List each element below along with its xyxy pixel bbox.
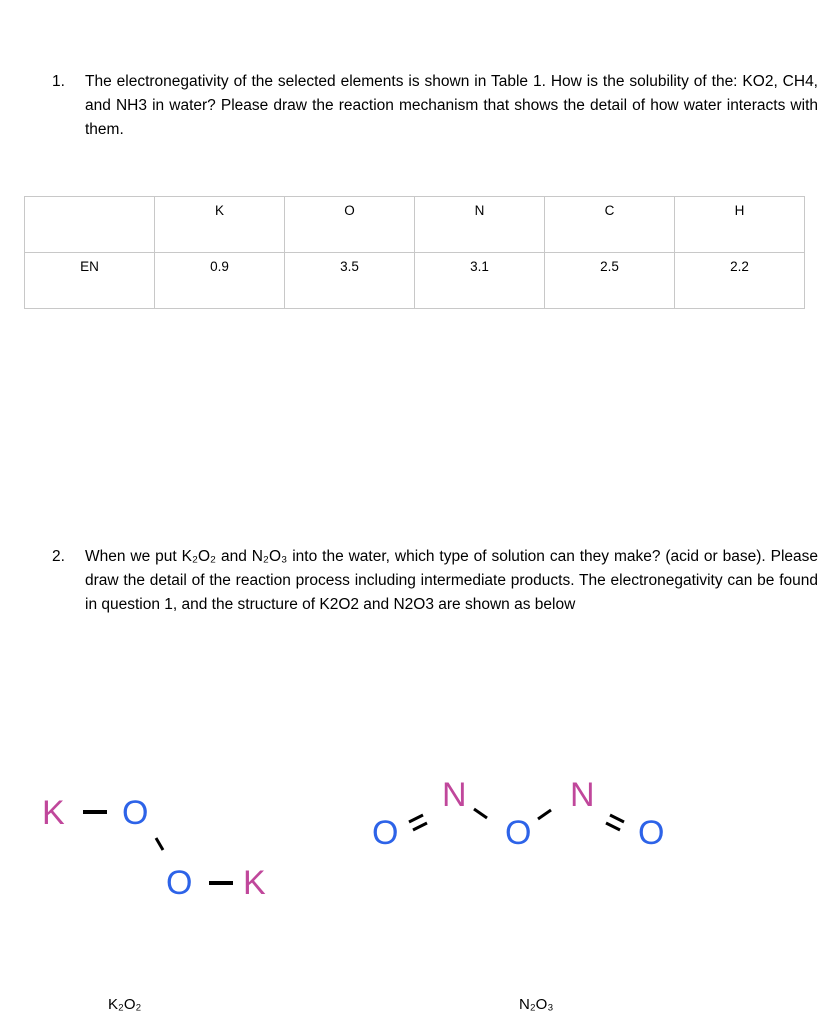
k2o2-structure: [42, 794, 266, 902]
table-row: [25, 253, 805, 309]
table-cell: 2.5: [545, 253, 675, 309]
n2o3-structure: [372, 776, 664, 852]
question-1-number: 1.: [52, 73, 65, 90]
n2o3-caption: N₂O₃: [519, 996, 554, 1013]
n2o3-double-bond-1a: [409, 815, 423, 822]
k2o2-caption: K₂O₂: [108, 996, 142, 1013]
n2o3-atom-n-1: N: [442, 776, 467, 814]
table-header-cell: H: [675, 197, 805, 253]
n2o3-atom-o-2: O: [505, 814, 532, 852]
table-cell: 3.5: [285, 253, 415, 309]
table-cell: 2.2: [675, 253, 805, 309]
table-corner-cell: [25, 197, 155, 253]
n2o3-atom-o-3: O: [638, 814, 665, 852]
n2o3-double-bond-2a: [610, 815, 624, 822]
table-header-cell: K: [155, 197, 285, 253]
question-2: [52, 545, 818, 645]
n2o3-atom-o-1: O: [372, 814, 399, 852]
table-cell: 3.1: [415, 253, 545, 309]
table-row-header: EN: [25, 253, 155, 309]
question-1-text: The electronegativity of the selected elements is shown in Table 1. How is the solubility of the: KO2, CH4, and NH3 in water? Please draw the reaction mechanism that shows the detail of how water interacts with them.: [85, 73, 818, 138]
question-2-text: When we put K₂O₂ and N₂O₃ into the water, which type of solution can they make? (acid or base). Please draw the detail of the reaction process including intermediate products. The electronegativity can be found in question 1, and the structure of K2O2 and N2O3 are shown as below: [85, 548, 818, 613]
n2o3-bond-o-n-2: [538, 810, 551, 819]
table-cell: 0.9: [155, 253, 285, 309]
molecule-structures: [0, 740, 831, 980]
question-1: [52, 70, 818, 145]
question-2-number: 2.: [52, 548, 65, 565]
n2o3-double-bond-1b: [413, 823, 427, 830]
k2o2-bond-o-o: [156, 838, 163, 850]
table-header-cell: O: [285, 197, 415, 253]
k2o2-atom-o-1: O: [122, 794, 149, 832]
n2o3-atom-n-2: N: [570, 776, 595, 814]
table-header-row: [25, 197, 805, 253]
k2o2-atom-o-2: O: [166, 864, 193, 902]
electronegativity-table: [24, 196, 805, 309]
k2o2-atom-k-1: K: [42, 794, 65, 832]
table-header-cell: C: [545, 197, 675, 253]
n2o3-bond-n-o-1: [474, 809, 487, 818]
k2o2-atom-k-2: K: [243, 864, 266, 902]
n2o3-double-bond-2b: [606, 823, 620, 830]
table-header-cell: N: [415, 197, 545, 253]
